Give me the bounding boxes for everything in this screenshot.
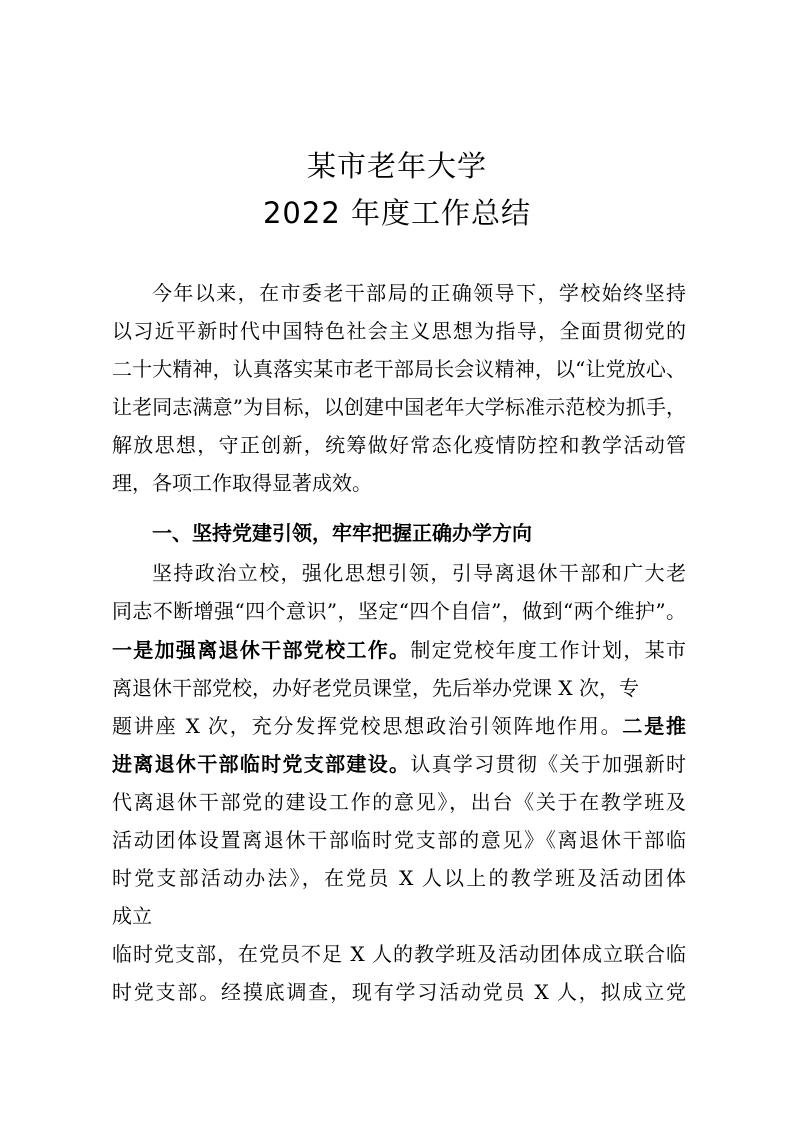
paragraph-line: 同志不断增强“四个意识”，坚定“四个自信”，做到“两个维护”。	[112, 599, 686, 623]
paragraph-line: 坚持政治立校，强化思想引领，引导离退休干部和广大老	[152, 561, 686, 585]
paragraph-line: 一是加强离退休干部党校工作。制定党校年度工作计划，某市	[112, 638, 687, 662]
paragraph-line: 时党支部活动办法》，在党员 X 人以上的教学班及活动团体	[112, 866, 686, 890]
paragraph-line: 理，各项工作取得显著成效。	[112, 471, 372, 495]
paragraph-line: 解放思想，守正创新，统筹做好常态化疫情防控和教学活动管	[112, 433, 686, 457]
paragraph-line: 题讲座 X 次，充分发挥党校思想政治引领阵地作用。二是推	[112, 714, 687, 738]
bold-lead-text: 进离退休干部临时党支部建设。	[112, 752, 411, 776]
paragraph-line: 让老同志满意”为目标，以创建中国老年大学标准示范校为抓手，	[112, 395, 686, 419]
paragraph-line: 二十大精神，认真落实某市老干部局长会议精神，以“让党放心、	[112, 357, 686, 381]
bold-lead-text: 一是加强离退休干部党校工作。	[112, 638, 411, 662]
paragraph-line: 代离退休干部党的建设工作的意见》，出台《关于在教学班及	[112, 790, 686, 814]
paragraph-line: 临时党支部，在党员不足 X 人的教学班及活动团体成立联合临	[112, 942, 686, 966]
document-title: 某市老年大学	[306, 149, 487, 183]
paragraph-line: 以习近平新时代中国特色社会主义思想为指导，全面贯彻党的	[112, 319, 686, 343]
document-subtitle: 2022 年度工作总结	[262, 196, 532, 230]
paragraph-line: 今年以来，在市委老干部局的正确领导下，学校始终坚持	[152, 281, 686, 305]
paragraph-line: 活动团体设置离退休干部临时党支部的意见》《离退休干部临	[112, 828, 686, 852]
section-heading: 一、坚持党建引领，牢牢把握正确办学方向	[152, 521, 532, 545]
paragraph-line: 进离退休干部临时党支部建设。认真学习贯彻《关于加强新时	[112, 752, 687, 776]
paragraph-line: 成立	[112, 904, 152, 928]
paragraph-line: 时党支部。经摸底调查，现有学习活动党员 X 人，拟成立党	[112, 980, 686, 1004]
bold-lead-text: 二是推	[622, 714, 687, 738]
paragraph-line: 离退休干部党校，办好老党员课堂，先后举办党课 X 次，专	[112, 676, 639, 700]
